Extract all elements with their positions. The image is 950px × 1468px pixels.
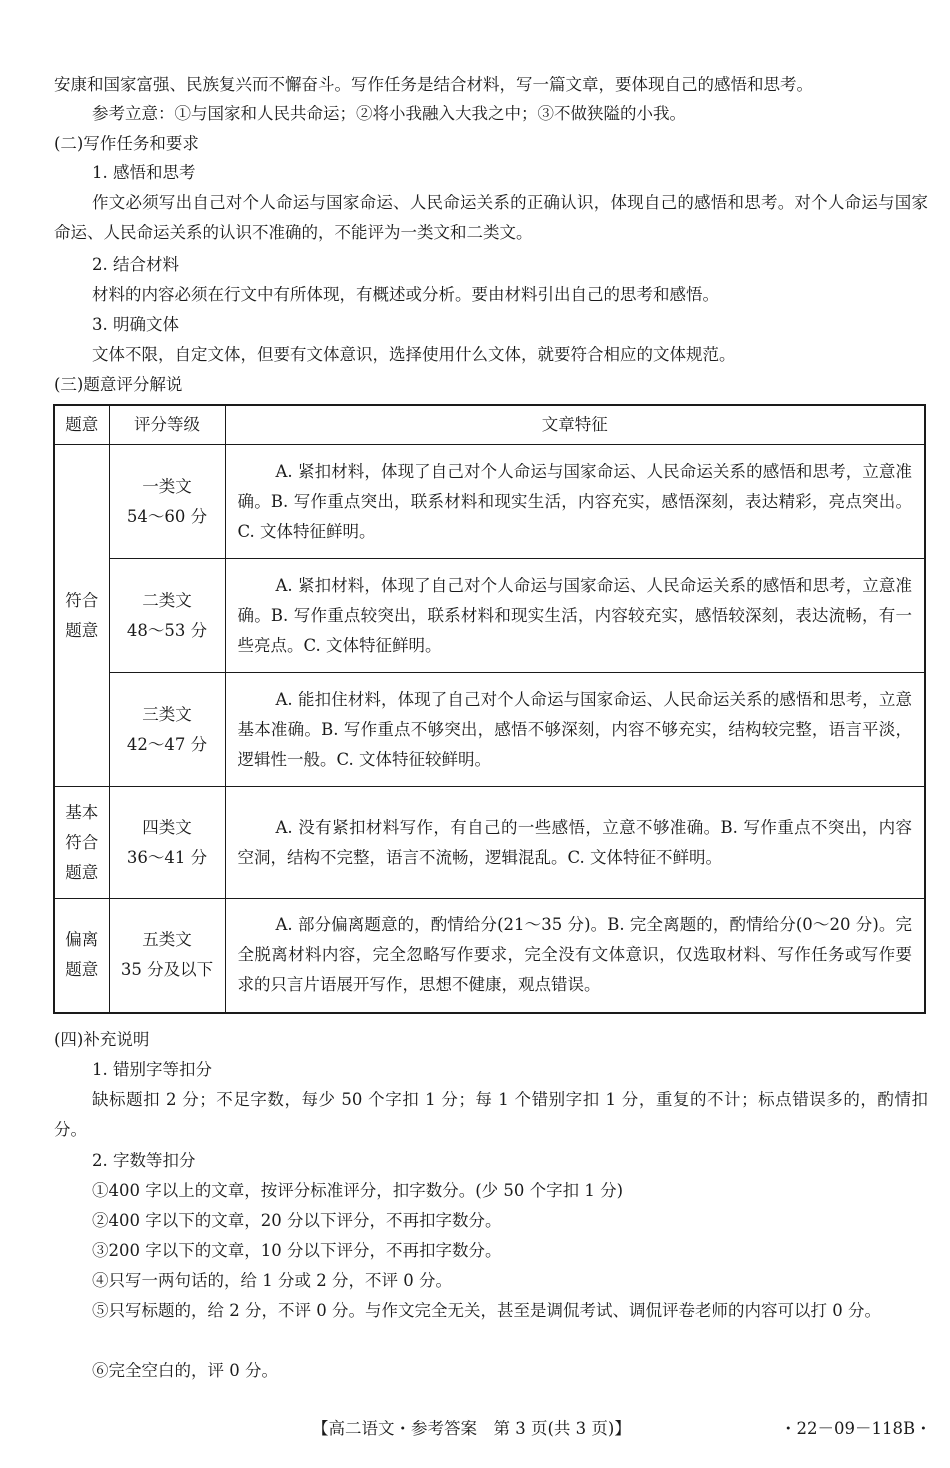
header-topic: 题意 xyxy=(54,405,109,445)
header-features: 文章特征 xyxy=(225,405,925,445)
item-body-genre: 文体不限，自定文体，但要有文体意识，选择使用什么文体，就要符合相应的文体规范。 xyxy=(92,345,736,364)
item-title-typos: 1. 错别字等扣分 xyxy=(92,1060,212,1079)
table-row xyxy=(54,673,925,787)
table-row xyxy=(54,559,925,673)
group-off-topic: 偏离题意 xyxy=(54,899,109,1013)
table-header-row xyxy=(54,405,925,445)
scoring-table xyxy=(53,404,926,1014)
feature-cell: A. 部分偏离题意的，酌情给分(21～35 分)。B. 完全离题的，酌情给分(0～20 分)。完全脱离材料内容，完全忽略写作要求，完全没有文体意识，仅选取材料、写作任务或写作要求的只言片语展开写作，思想不健康，观点错误。 xyxy=(225,899,925,1013)
item-title-genre: 3. 明确文体 xyxy=(92,315,179,334)
feature-cell: A. 能扣住材料，体现了自己对个人命运与国家命运、人民命运关系的感悟和思考，立意基本准确。B. 写作重点不够突出，感悟不够深刻，内容不够充实，结构较完整，语言平淡，逻辑性一般。C. 文体特征较鲜明。 xyxy=(225,673,925,787)
section-heading-writing-task: (二)写作任务和要求 xyxy=(54,134,199,153)
table-row xyxy=(54,899,925,1013)
feature-cell: A. 紧扣材料，体现了自己对个人命运与国家命运、人民命运关系的感悟和思考，立意准确。B. 写作重点突出，联系材料和现实生活，内容充实，感悟深刻，表达精彩，亮点突出。C. 文体特征鲜明。 xyxy=(225,445,925,559)
item-title-wordcount: 2. 字数等扣分 xyxy=(92,1151,196,1170)
item-body-reflection: 作文必须写出自己对个人命运与国家命运、人民命运关系的正确认识，体现自己的感悟和思考。对个人命运与国家命运、人民命运关系的认识不准确的，不能评为一类文和二类文。 xyxy=(54,193,928,242)
item-title-material: 2. 结合材料 xyxy=(92,255,179,274)
table-row xyxy=(54,445,925,559)
table-row xyxy=(54,787,925,899)
group-on-topic: 符合题意 xyxy=(54,445,109,787)
reference-ideas: 参考立意：①与国家和人民共命运；②将小我融入大我之中；③不做狭隘的小我。 xyxy=(92,104,686,123)
list-item: ⑤只写标题的，给 2 分，不评 0 分。与作文完全无关，甚至是调侃考试、调侃评卷老师的内容可以打 0 分。 xyxy=(92,1301,881,1320)
grade-cell: 二类文 48～53 分 xyxy=(109,559,225,673)
item-title-reflection: 1. 感悟和思考 xyxy=(92,163,196,182)
group-basically-on-topic: 基本符合题意 xyxy=(54,787,109,899)
list-item: ①400 字以上的文章，按评分标准评分，扣字数分。(少 50 个字扣 1 分) xyxy=(92,1181,624,1200)
grade-cell: 一类文 54～60 分 xyxy=(109,445,225,559)
footer-page-info: 【高二语文・参考答案 第 3 页(共 3 页)】 xyxy=(312,1419,631,1438)
item-body-typos: 缺标题扣 2 分；不足字数，每少 50 个字扣 1 分；每 1 个错别字扣 1 分，重复的不计；标点错误多的，酌情扣分。 xyxy=(54,1090,928,1139)
section-heading-notes: (四)补充说明 xyxy=(54,1030,150,1049)
feature-cell: A. 没有紧扣材料写作，有自己的一些感悟，立意不够准确。B. 写作重点不突出，内容空洞，结构不完整，语言不流畅，逻辑混乱。C. 文体特征不鲜明。 xyxy=(225,787,925,899)
intro-line: 安康和国家富强、民族复兴而不懈奋斗。写作任务是结合材料，写一篇文章，要体现自己的感悟和思考。 xyxy=(54,75,813,94)
grade-cell: 三类文 42～47 分 xyxy=(109,673,225,787)
section-heading-scoring: (三)题意评分解说 xyxy=(54,375,183,394)
feature-cell: A. 紧扣材料，体现了自己对个人命运与国家命运、人民命运关系的感悟和思考，立意准确。B. 写作重点较突出，联系材料和现实生活，内容较充实，感悟较深刻，表达流畅，有一些亮点。C. 文体特征鲜明。 xyxy=(225,559,925,673)
header-grade: 评分等级 xyxy=(109,405,225,445)
list-item: ②400 字以下的文章，20 分以下评分，不再扣字数分。 xyxy=(92,1211,502,1230)
grade-cell: 五类文 35 分及以下 xyxy=(109,899,225,1013)
grade-cell: 四类文 36～41 分 xyxy=(109,787,225,899)
list-item: ⑥完全空白的，评 0 分。 xyxy=(92,1361,278,1380)
list-item: ③200 字以下的文章，10 分以下评分，不再扣字数分。 xyxy=(92,1241,502,1260)
footer-doc-code: ・22－09－118B・ xyxy=(780,1419,932,1438)
item-body-material: 材料的内容必须在行文中有所体现，有概述或分析。要由材料引出自己的思考和感悟。 xyxy=(92,285,719,304)
list-item: ④只写一两句话的，给 1 分或 2 分，不评 0 分。 xyxy=(92,1271,452,1290)
